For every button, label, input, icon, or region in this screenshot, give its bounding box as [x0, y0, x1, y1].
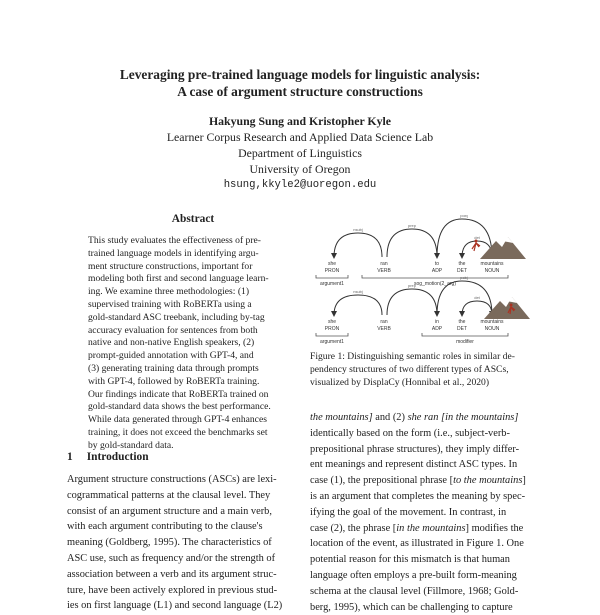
token-tag: DET — [457, 326, 467, 332]
intro-line: meaning (Goldberg, 1995). The characteristics of — [67, 537, 272, 549]
token-word: mountains — [480, 319, 504, 325]
body-line — [310, 410, 540, 426]
arc-label: nsubj — [353, 227, 363, 232]
token-word: the — [458, 261, 466, 267]
intro-line: consist of an argument structure and a main verb, — [67, 505, 272, 517]
intro-line: ASC use, such as frequency and/or the strength of — [67, 552, 276, 564]
token-tag: NOUN — [484, 326, 500, 332]
token-tag: PRON — [324, 268, 340, 274]
arc-label: det — [474, 235, 480, 240]
arc-label: nsubj — [353, 289, 363, 294]
token-word: she — [327, 261, 337, 267]
token-word: the — [458, 319, 466, 325]
arc-label: pobj — [460, 215, 468, 218]
arc-nsubj-2 — [334, 295, 382, 315]
abstract-heading: Abstract — [171, 213, 215, 225]
dependency-figure — [312, 215, 536, 345]
body-text: case (2), the phrase [ — [310, 522, 397, 534]
intro-line: ture, have been actively explored in previous stud- — [67, 584, 278, 596]
example-phrase: to the mountains — [453, 475, 523, 487]
abstract-line: supervised training with RoBERTa using a — [88, 298, 252, 310]
sentence-1-tokens — [325, 261, 504, 274]
affiliation-department: Department of Linguistics — [238, 146, 362, 160]
token-word: ran — [380, 319, 388, 325]
body-line: potential reason for this mismatch is that human — [310, 554, 510, 566]
sentence-2-roles — [316, 333, 508, 336]
body-line: ifying the goal of the movement. In contrast, in — [310, 506, 507, 518]
intro-line: association between a verb and its argument struc- — [67, 568, 277, 580]
caption-line: Figure 1: Distinguishing semantic roles in similar de- — [310, 351, 515, 362]
body-line: identically based on the form (i.e., subject-verb- — [310, 427, 510, 439]
role-label: argument1 — [320, 339, 344, 345]
token-word: mountains — [480, 261, 504, 267]
body-text: and (2) — [372, 412, 408, 423]
token-tag: ADP — [431, 326, 443, 332]
sentence-2-role-labels — [320, 339, 474, 345]
body-line: location of the event, as illustrated in Figure 1. One — [310, 538, 524, 550]
example-phrase: in the mountains — [396, 522, 466, 534]
caption-line: pendency structures of two different types of ASCs, — [310, 363, 509, 375]
affiliation-university: University of Oregon — [249, 162, 351, 176]
sentence-2-arc-labels — [353, 275, 480, 300]
token-tag: VERB — [377, 326, 391, 332]
abstract-line: This study evaluates the effectiveness of pre- — [88, 235, 261, 246]
body-text: ] — [522, 475, 526, 487]
body-line: is an argument that completes the meaning by spec- — [310, 490, 526, 502]
author-block — [0, 113, 600, 193]
body-line — [310, 473, 540, 489]
sentence-1-arrowheads — [331, 253, 495, 259]
abstract-line: accuracy evaluation for sentences from both — [88, 324, 258, 336]
abstract-line: gold-standard data shows the best performance. — [88, 401, 271, 413]
arc-label: prep — [407, 223, 417, 228]
caption-line: visualized by DisplaCy (Honnibal et al., 2020) — [310, 376, 490, 388]
intro-line: ies on first language (L1) and second language (L2) — [67, 600, 283, 612]
abstract-body — [88, 235, 300, 453]
abstract-line: prompt-guided annotation with GPT-4, and — [88, 350, 254, 362]
runner-icon — [472, 243, 480, 251]
arc-pobj-1 — [437, 219, 492, 257]
intro-line: cogrammatical patterns at the clausal level. They — [67, 489, 271, 501]
role-label: argument1 — [320, 281, 344, 287]
abstract-line: (3) generating training data through prompts — [88, 362, 259, 374]
role-label: modifier — [456, 339, 474, 345]
abstract-line: ing. We examine three methodologies: (1) — [88, 286, 250, 298]
token-word: she — [327, 319, 337, 325]
role-label: sog_motion(2_arg) — [414, 281, 456, 287]
sentence-2-tokens — [325, 319, 504, 332]
abstract-line: ment structure constructions, important for — [88, 260, 253, 272]
sentence-2-arrowheads — [331, 311, 495, 317]
intro-line: Argument structure constructions (ASCs) are lexi- — [67, 474, 277, 485]
body-line: schema at the clausal level (Fillmore, 1968; Gold- — [310, 585, 519, 597]
intro-line: with each argument contributing to the clause's — [67, 521, 263, 533]
arc-nsubj-1 — [334, 233, 382, 257]
abstract-line: native and non-native English speakers, (2) — [88, 337, 255, 349]
title-line-1: Leveraging pre-trained language models for linguistic analysis: — [119, 67, 481, 82]
token-tag: NOUN — [484, 268, 500, 274]
section-title: Introduction — [86, 451, 149, 463]
author-names: Hakyung Sung and Kristopher Kyle — [208, 114, 392, 128]
sentence-1-role-labels — [320, 281, 456, 287]
body-text: ] modifies the — [465, 522, 524, 534]
title-line-2: A case of argument structure constructions — [177, 84, 423, 99]
token-word: in — [435, 319, 439, 325]
token-tag: DET — [457, 268, 467, 274]
body-line: prepositional phrase structures), they imply differ- — [310, 443, 520, 455]
arc-det-2 — [462, 301, 492, 315]
token-tag: VERB — [377, 268, 391, 274]
dependency-figure-svg — [312, 215, 536, 345]
mountain-icon-1 — [472, 237, 526, 259]
abstract-line: gold-standard ASC treebank, including by-tag — [88, 311, 265, 323]
abstract-line: Our findings indicate that RoBERTa trained on — [88, 388, 269, 400]
affiliation-lab: Learner Corpus Research and Applied Data Science Lab — [166, 130, 434, 144]
body-line: language often employs a pre-built form-meaning — [310, 569, 517, 581]
body-line — [310, 521, 540, 537]
abstract-line: with GPT-4, followed by RoBERTa training. — [88, 375, 260, 387]
right-column-body — [310, 410, 540, 615]
arc-label: prep — [407, 283, 417, 288]
author-email[interactable]: hsung,kkyle2@uoregon.edu — [223, 179, 377, 191]
arc-label: pobj — [460, 275, 468, 280]
section-heading-introduction — [67, 451, 149, 463]
body-text: case (1), the prepositional phrase [ — [310, 475, 454, 487]
arc-prep-2 — [387, 289, 437, 315]
figure-caption — [310, 351, 538, 389]
abstract-line: trained language models in identifying argu- — [88, 247, 259, 259]
introduction-body — [67, 472, 299, 614]
body-line: berg, 1995), which can be challenging to capture — [310, 601, 513, 613]
token-word: ran — [380, 261, 388, 267]
example-phrase: the mountains] — [310, 412, 373, 423]
abstract-line: by gold-standard data. — [88, 439, 174, 451]
body-line: ent meanings and represent distinct ASC types. In — [310, 459, 518, 471]
section-number: 1 — [67, 451, 73, 463]
arc-prep-1 — [387, 229, 437, 257]
arc-label: det — [474, 295, 480, 300]
sentence-1-roles — [316, 275, 508, 278]
example-phrase: she ran [in the mountains] — [407, 412, 519, 423]
abstract-line: modeling both first and second language learn- — [88, 273, 269, 285]
token-word: to — [434, 261, 440, 267]
token-tag: ADP — [431, 268, 443, 274]
paper-title — [0, 66, 600, 100]
token-tag: PRON — [324, 326, 340, 332]
abstract-line: training, it does not exceed the benchmarks set — [88, 426, 268, 438]
abstract-line: While data generated through GPT-4 enhances — [88, 414, 267, 426]
